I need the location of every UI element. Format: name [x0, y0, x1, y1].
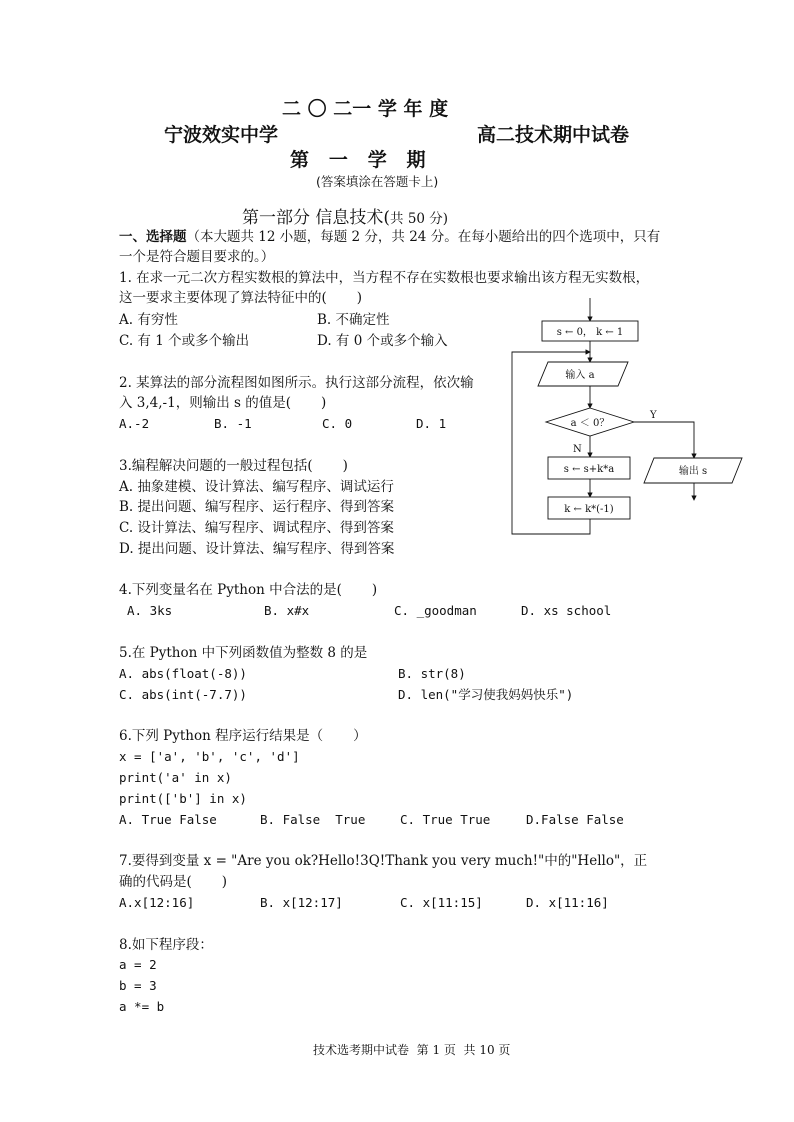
q7-option-c: C. x[11:15]	[400, 895, 483, 910]
header-semester: 第 一 学 期	[290, 149, 426, 171]
flow-output-text: 输出 s	[678, 466, 708, 477]
flow-cond-text: a ＜ 0？	[570, 418, 610, 429]
q3-stem: 3.编程解决问题的一般过程包括( )	[119, 458, 348, 474]
header-year: 二 〇 二一 学 年 度	[282, 98, 449, 120]
flow-step2-text: k ← k*(-1)	[564, 504, 614, 515]
q1-option-b: B. 不确定性	[317, 312, 390, 328]
header-exam-title: 高二技术期中试卷	[477, 124, 630, 146]
q7-stem-2: 确的代码是( )	[119, 874, 228, 890]
q3-option-b: B. 提出问题、编写程序、运行程序、得到答案	[119, 499, 395, 515]
q2-option-b: B. -1	[214, 416, 252, 431]
q1-option-d: D. 有 0 个或多个输入	[317, 333, 448, 349]
header-note: (答案填涂在答题卡上)	[316, 174, 439, 189]
q6-option-d: D.False False	[526, 812, 624, 827]
q2-stem-2: 入 3,4,-1，则输出 s 的值是( )	[119, 395, 327, 411]
section-intro-line2: 一个是符合题目要求的。）	[119, 249, 275, 265]
part-title: 第一部分 信息技术(共 50 分)	[242, 208, 449, 228]
q6-option-a: A. True False	[119, 812, 217, 827]
q3-option-d: D. 提出问题、设计算法、编写程序、得到答案	[119, 541, 395, 557]
q1-option-a: A. 有穷性	[119, 312, 178, 328]
q4-stem: 4.下列变量名在 Python 中合法的是( )	[119, 582, 378, 598]
q2-option-a: A.-2	[119, 416, 150, 431]
q4-option-c: C. _goodman	[394, 603, 477, 618]
q1-option-c: C. 有 1 个或多个输出	[119, 333, 250, 349]
q5-option-b: B. str(8)	[398, 666, 466, 681]
flowchart	[500, 290, 760, 550]
q8-code-line-3: a *= b	[119, 999, 165, 1014]
flow-yes-label: Y	[650, 410, 657, 421]
q5-stem: 5.在 Python 中下列函数值为整数 8 的是	[119, 645, 368, 661]
q6-stem: 6.下列 Python 程序运行结果是（ ）	[119, 728, 367, 744]
page-footer: 技术选考期中试卷 第 1 页 共 10 页	[313, 1043, 511, 1057]
q2-stem: 2. 某算法的部分流程图如图所示。执行这部分流程，依次输	[119, 375, 474, 391]
q5-option-d: D. len("学习使我妈妈快乐")	[398, 687, 574, 702]
q6-option-b: B. False True	[260, 812, 366, 827]
header-school: 宁波效实中学	[164, 124, 279, 146]
q8-code-line-2: b = 3	[119, 978, 157, 993]
q3-option-c: C. 设计算法、编写程序、调试程序、得到答案	[119, 520, 394, 536]
flow-init-text: s ← 0， k ← 1	[556, 327, 624, 338]
q1-stem: 1. 在求一元二次方程实数根的算法中，当方程不存在实数根也要求输出该方程无实数根，	[119, 270, 650, 286]
q8-stem: 8.如下程序段：	[119, 937, 213, 953]
q1-stem-2: 这一要求主要体现了算法特征中的( )	[119, 290, 363, 306]
q4-option-a: A. 3ks	[127, 603, 173, 618]
q8-code-line-1: a = 2	[119, 957, 157, 972]
q4-option-b: B. x#x	[264, 603, 310, 618]
section-intro: 一、选择题（本大题共 12 小题，每题 2 分，共 24 分。在每小题给出的四个选项中，只有	[119, 229, 661, 245]
q2-option-d: D. 1	[416, 416, 447, 431]
q6-code-line-3: print(['b'] in x)	[119, 791, 247, 806]
flow-input-text: 输入 a	[565, 370, 595, 381]
q5-option-a: A. abs(float(-8))	[119, 666, 247, 681]
q3-option-a: A. 抽象建模、设计算法、编写程序、调试运行	[119, 479, 394, 495]
q7-stem: 7.要得到变量 x = "Are you ok?Hello!3Q!Thank you very much!"中的"Hello"，正	[119, 853, 648, 869]
flow-step1-text: s ← s+k*a	[563, 464, 615, 475]
q7-option-d: D. x[11:16]	[526, 895, 609, 910]
q7-option-a: A.x[12:16]	[119, 895, 195, 910]
flow-no-label: N	[573, 444, 582, 455]
q6-code-line-1: x = ['a', 'b', 'c', 'd']	[119, 749, 300, 764]
q2-option-c: C. 0	[322, 416, 353, 431]
q6-code-line-2: print('a' in x)	[119, 770, 232, 785]
q7-option-b: B. x[12:17]	[260, 895, 343, 910]
flow-yes-branch	[634, 422, 694, 458]
q5-option-c: C. abs(int(-7.7))	[119, 687, 247, 702]
q6-option-c: C. True True	[400, 812, 491, 827]
q4-option-d: D. xs school	[521, 603, 612, 618]
